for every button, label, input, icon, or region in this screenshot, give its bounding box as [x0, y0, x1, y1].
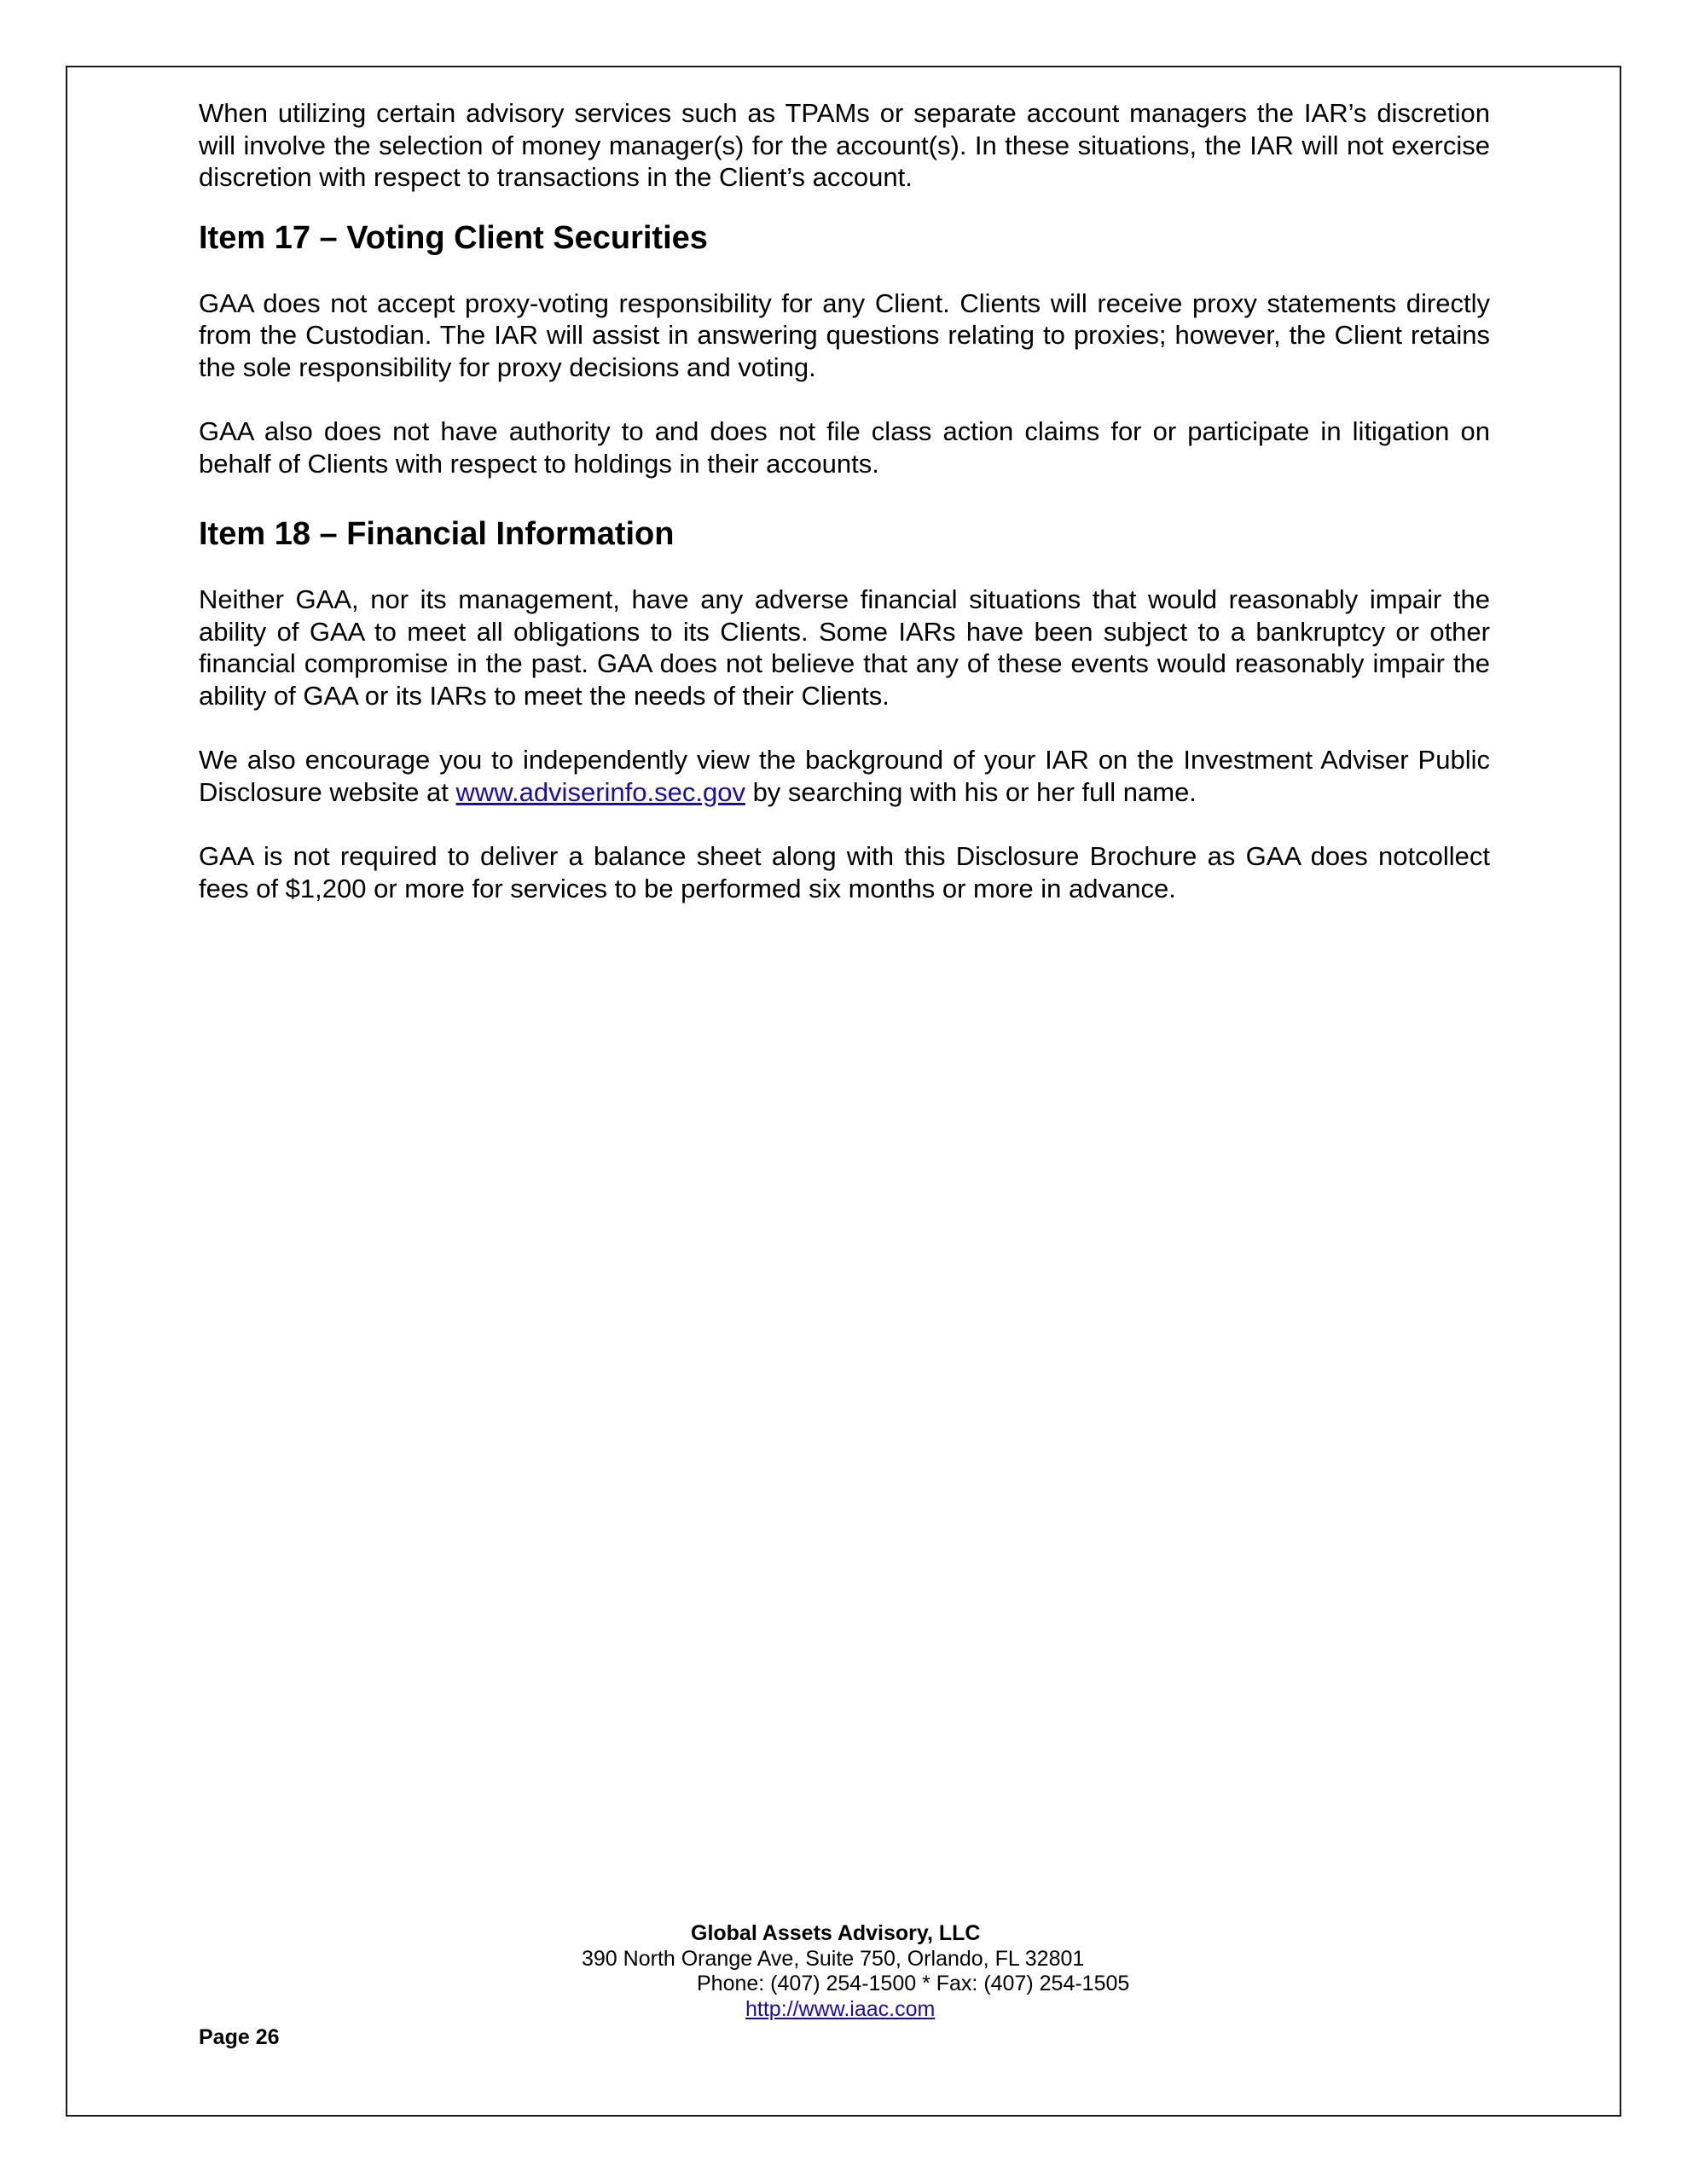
page-number: Page 26 — [199, 2025, 280, 2049]
item-18-paragraph-2-text-after: by searching with his or her full name. — [745, 776, 1197, 807]
item-17-paragraph-2: GAA also does not have authority to and does not file class action claims for or participate in litigation on behalf of Clients with respect to holdings in their accounts. — [199, 416, 1490, 479]
footer-website — [745, 1997, 935, 2023]
item-18-paragraph-2-text-before: We also encourage you to independently view the background of your IAR on the Investment Adviser Public Disclosure website at — [199, 745, 1490, 807]
intro-paragraph: When utilizing certain advisory services such as TPAMs or separate account managers the IAR’s discretion will involve the selection of money manager(s) for the account(s). In these situations, the IAR will not exercise discretion with respect to transactions in the Client’s account. — [199, 98, 1490, 192]
item-18-heading: Item 18 – Financial Information — [199, 516, 675, 552]
item-17-paragraph-1: GAA does not accept proxy-voting responsibility for any Client. Clients will receive proxy statements directly from the Custodian. The IAR will assist in answering questions relating to proxies; however, the Client retains the sole responsibility for proxy decisions and voting. — [199, 288, 1490, 382]
document-body — [199, 97, 1490, 904]
item-18-paragraph-1: Neither GAA, nor its management, have any adverse financial situations that would reasonably impair the ability of GAA to meet all obligations to its Clients. Some IARs have been subject to a bankruptcy or other financial compromise in the past. GAA does not believe that any of these events would reasonably impair the ability of GAA or its IARs to meet the needs of their Clients. — [199, 584, 1490, 711]
footer-company-name: Global Assets Advisory, LLC — [691, 1921, 981, 1945]
website-link[interactable]: http://www.iaac.com — [745, 1997, 936, 2021]
item-17-heading: Item 17 – Voting Client Securities — [199, 219, 708, 256]
item-18-paragraph-2 — [199, 744, 1490, 808]
footer-address: 390 North Orange Ave, Suite 750, Orlando, FL 32801 — [582, 1947, 1085, 1971]
item-18-paragraph-3: GAA is not required to deliver a balance sheet along with this Disclosure Brochure as GAA does notcollect fees of $1,200 or more for services to be performed six months or more in advance. — [199, 841, 1490, 903]
adviserinfo-link[interactable]: www.adviserinfo.sec.gov — [455, 776, 745, 807]
footer-phone-fax: Phone: (407) 254-1500 * Fax: (407) 254-1505 — [697, 1972, 1130, 1995]
